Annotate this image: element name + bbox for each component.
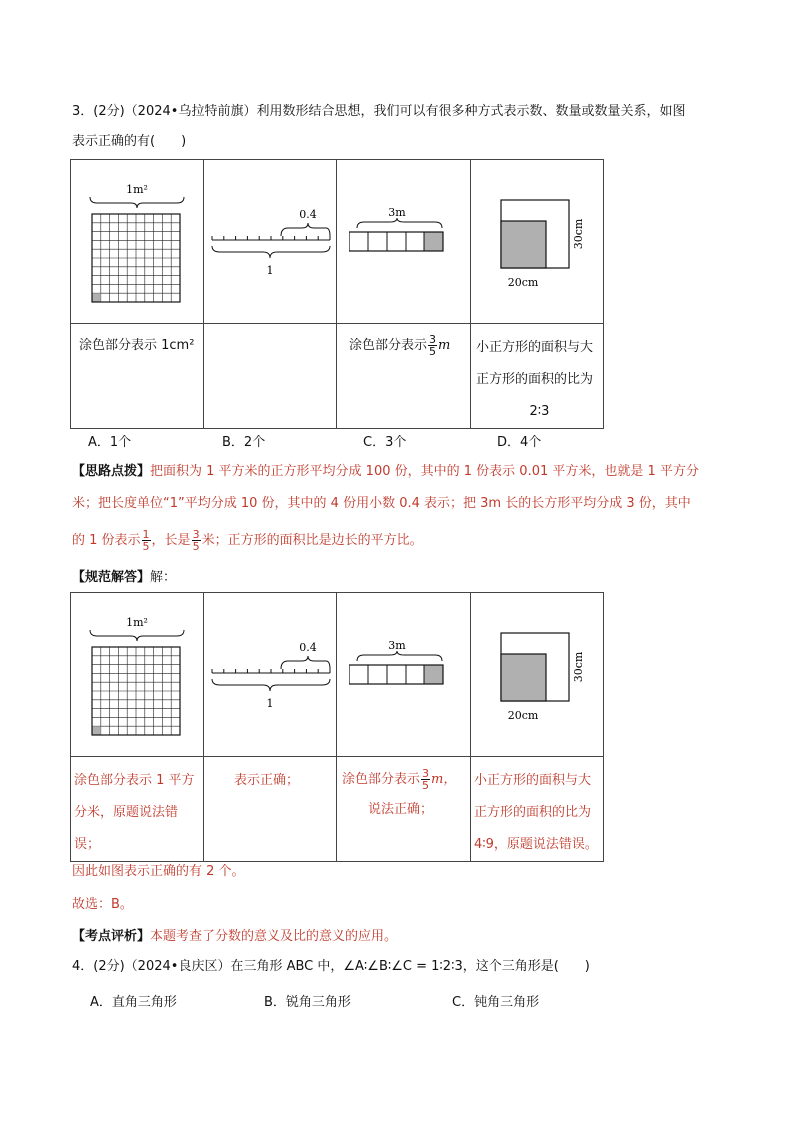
svg-text:3m: 3m [387, 638, 406, 652]
hint-line1: 【思路点拨】把面积为 1 平方米的正方形平均分成 100 份，其中的 1 份表示 0.01 平方米，也就是 1 平方分 [72, 464, 699, 479]
q4-option-b[interactable]: B．锐角三角形 [264, 995, 351, 1010]
q4-line1: 4．(2分)（2024•良庆区）在三角形 ABC 中，∠A∶∠B∶∠C = 1∶2∶3，这个三角形是( ) [72, 959, 590, 974]
answer-figure-table [70, 592, 604, 862]
cell-rect-statement: 涂色部分表示 $\frac{3}{5}$ m [337, 324, 471, 429]
svg-text:1: 1 [266, 696, 273, 710]
square-figure [482, 192, 592, 292]
area-grid-cell [71, 160, 204, 324]
answer-ruler-figure [208, 635, 333, 715]
answer-conclusion: 因此如图表示正确的有 2 个。 [72, 864, 245, 879]
svg-text:1m²: 1m² [126, 615, 148, 629]
svg-text:30cm: 30cm [572, 651, 585, 682]
area-label: 1m² [126, 182, 148, 196]
hint-line2: 米；把长度单位“1”平均分成 10 份，其中的 4 份用小数 0.4 表示；把 3m 长的长方形平均分成 3 份，其中 [72, 496, 691, 511]
answer-rect-figure [349, 635, 459, 715]
square-side-label: 30cm [572, 218, 585, 249]
q3-option-b[interactable]: B．2个 [222, 435, 266, 450]
hint-line3: 的 1 份表示 $\frac{1}{5}$ ，长是 $\frac{3}{5}$ 米；正方形的面积比是边长的平方比。 [72, 528, 423, 553]
q3-line2: 表示正确的有( ) [72, 134, 187, 149]
svg-text:0.4: 0.4 [298, 640, 317, 654]
answer-cell-3: 涂色部分表示 $\frac{3}{5}$ m， 说法正确； [337, 757, 471, 862]
q4-option-c[interactable]: C．钝角三角形 [452, 995, 540, 1010]
answer-area-grid-figure [87, 610, 187, 740]
q3-figure-table [70, 159, 604, 429]
answer-heading: 【规范解答】解： [72, 570, 177, 585]
answer-cell-2: 表示正确； [204, 757, 337, 862]
svg-text:20cm: 20cm [507, 708, 539, 722]
ruler-bottom-label: 1 [266, 263, 273, 277]
review-line: 【考点评析】本题考查了分数的意义及比的意义的应用。 [72, 929, 398, 944]
rect-label: 3m [387, 205, 406, 219]
q3-line1: 3．(2分)（2024•乌拉特前旗）利用数形结合思想，我们可以有很多种方式表示数、数量或数量关系，如图 [72, 104, 686, 119]
answer-cell-4: 小正方形的面积与大 正方形的面积的比为 4∶9，原题说法错误。 [471, 757, 604, 862]
q3-option-d[interactable]: D．4个 [497, 435, 542, 450]
square-cell [471, 160, 604, 324]
answer-cell-1: 涂色部分表示 1 平方 分米，原题说法错误； [71, 757, 204, 862]
ruler-top-label: 0.4 [298, 207, 317, 221]
ruler-figure [208, 202, 333, 282]
q3-option-a[interactable]: A．1个 [88, 435, 132, 450]
cell-area-statement: 涂色部分表示 1cm² [71, 324, 204, 429]
cell-empty [204, 324, 337, 429]
square-bottom-label: 20cm [507, 275, 539, 289]
q3-option-c[interactable]: C．3个 [363, 435, 407, 450]
q4-option-a[interactable]: A．直角三角形 [90, 995, 177, 1010]
cell-square-statement: 小正方形的面积与大 正方形的面积的比为 2∶3 [471, 324, 604, 429]
answer-choice: 故选：B。 [72, 897, 133, 912]
shaded-square [92, 293, 101, 302]
rect-cell [337, 160, 471, 324]
rect-figure [349, 202, 459, 282]
area-grid-figure [87, 177, 187, 307]
ruler-cell [204, 160, 337, 324]
answer-square-figure [482, 625, 592, 725]
